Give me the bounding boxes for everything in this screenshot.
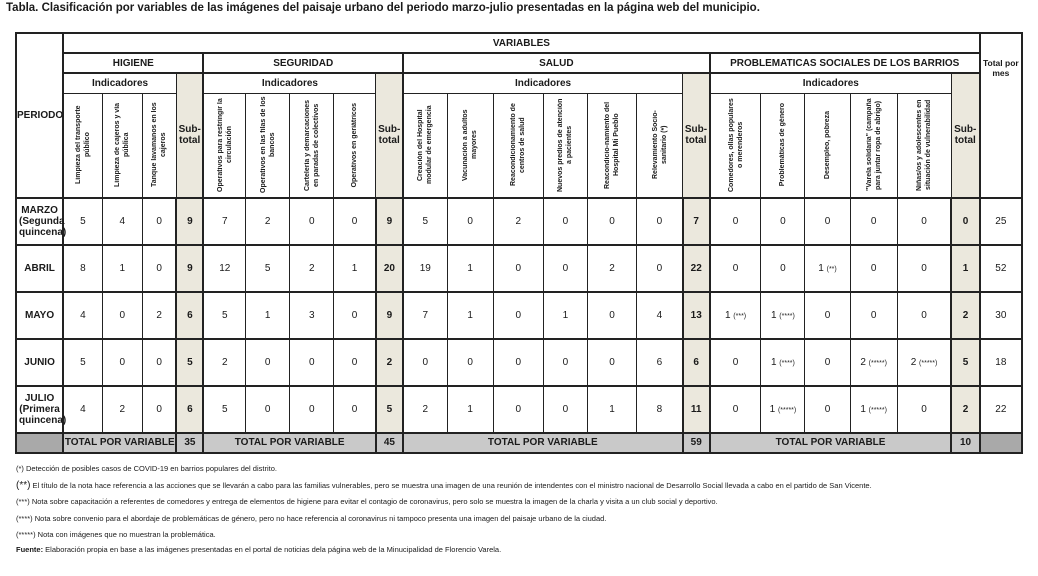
total-sociales: 10 xyxy=(951,433,979,453)
indicator-header: Reacondicionamiento de centros de salud xyxy=(493,93,543,198)
value: 0 xyxy=(732,403,739,415)
total-por-mes-cell: 18 xyxy=(980,339,1022,386)
value-cell xyxy=(710,292,761,339)
indicator-header: Niñas/os y adolescentes en situación de vulnerabilidad xyxy=(897,93,951,198)
periodo-cell: MARZO (Segunda quincena) xyxy=(16,198,63,245)
value: 0 xyxy=(921,215,927,227)
value-cell xyxy=(710,245,761,292)
value-cell: 0 xyxy=(142,386,176,433)
value-cell: 2 xyxy=(493,198,543,245)
value: 1 xyxy=(769,403,776,415)
subtotal-cell: 9 xyxy=(176,245,203,292)
value-cell: 0 xyxy=(142,198,176,245)
total-por-mes-header: Total por mes xyxy=(980,33,1022,198)
value-cell: 0 xyxy=(142,339,176,386)
indicator-header: Problemáticas de género xyxy=(761,93,805,198)
value-cell: 2 xyxy=(203,339,245,386)
value-cell: 0 xyxy=(102,339,142,386)
table-row xyxy=(16,292,1022,339)
value: 2 xyxy=(910,356,917,368)
value-cell: 1 xyxy=(447,386,493,433)
value-cell: 0 xyxy=(543,245,587,292)
variables-header: VARIABLES xyxy=(63,33,980,53)
subtotal-cell: 22 xyxy=(683,245,710,292)
footnote: (****) Nota sobre convenio para el abordaje de problemáticas de género, pero no hace referencia al coronavirus ni tampoco presenta una imagen del paisaje urbano de la ciudad. xyxy=(16,513,607,523)
value: 1 xyxy=(770,309,777,321)
source-note: Fuente: Elaboración propia en base a las imágenes presentadas en el portal de noticias dela página web de la Minucipalidad de Florencio Varela. xyxy=(16,545,502,554)
indicator-header: Limpieza del transporte público xyxy=(63,93,102,198)
total-por-mes-cell: 52 xyxy=(980,245,1022,292)
value-cell: 0 xyxy=(543,386,587,433)
value-cell: 0 xyxy=(493,292,543,339)
subtotal-cell: 2 xyxy=(376,339,403,386)
total-label-salud: TOTAL POR VARIABLE xyxy=(403,433,683,453)
category-sociales: PROBLEMATICAS SOCIALES DE LOS BARRIOS xyxy=(710,53,980,73)
footnote-marker: (**) xyxy=(826,265,837,273)
value-cell: 0 xyxy=(334,292,376,339)
value: 1 xyxy=(860,403,866,415)
value-cell: 7 xyxy=(403,292,447,339)
value: 0 xyxy=(824,403,831,415)
subtotal-header-seguridad: Sub- total xyxy=(376,73,403,198)
indicator-header: Operativos en geriátricos xyxy=(334,93,376,198)
periodo-header: PERIODO xyxy=(16,33,63,198)
footnote: (*****) Nota con imágenes que no muestran la problemática. xyxy=(16,530,216,539)
subtotal-cell: 20 xyxy=(376,245,403,292)
value-cell: 7 xyxy=(203,198,245,245)
subtotal-cell: 9 xyxy=(376,292,403,339)
value-cell: 19 xyxy=(403,245,447,292)
value-cell: 5 xyxy=(63,198,102,245)
total-higiene: 35 xyxy=(176,433,203,453)
value: 1 xyxy=(818,262,824,274)
value-cell xyxy=(897,198,951,245)
subtotal-cell: 9 xyxy=(176,198,203,245)
table-row xyxy=(16,339,1022,386)
value-cell: 0 xyxy=(290,386,334,433)
total-label-higiene: TOTAL POR VARIABLE xyxy=(63,433,176,453)
table-row xyxy=(16,386,1022,433)
value: 0 xyxy=(921,403,927,415)
footnote-marker: (*****) xyxy=(919,359,938,367)
value: 0 xyxy=(824,215,831,227)
value-cell: 0 xyxy=(493,245,543,292)
value-cell xyxy=(710,386,761,433)
subtotal-cell: 5 xyxy=(951,339,979,386)
value: 0 xyxy=(732,356,739,368)
footnote-marker: (****) xyxy=(779,359,795,367)
value: 1 xyxy=(724,309,731,321)
value: 0 xyxy=(780,215,786,227)
value-cell: 2 xyxy=(142,292,176,339)
indicadores-sociales: Indicadores xyxy=(710,73,952,93)
value-cell xyxy=(850,386,897,433)
value-cell: 4 xyxy=(637,292,683,339)
value-cell: 5 xyxy=(203,292,245,339)
indicadores-seguridad: Indicadores xyxy=(203,73,375,93)
value-cell: 4 xyxy=(102,198,142,245)
value-cell: 4 xyxy=(63,386,102,433)
subtotal-header-salud: Sub- total xyxy=(683,73,710,198)
value-cell xyxy=(850,292,897,339)
value-cell xyxy=(761,292,805,339)
indicadores-salud: Indicadores xyxy=(403,73,683,93)
value-cell: 1 xyxy=(246,292,290,339)
value: 0 xyxy=(870,262,877,274)
value: 0 xyxy=(732,262,739,274)
value-cell: 0 xyxy=(290,198,334,245)
subtotal-cell: 0 xyxy=(951,198,979,245)
subtotal-cell: 6 xyxy=(683,339,710,386)
value-cell: 0 xyxy=(543,339,587,386)
totals-empty-cell xyxy=(16,433,63,453)
value: 2 xyxy=(860,356,866,368)
value-cell: 0 xyxy=(334,339,376,386)
value-cell: 0 xyxy=(403,339,447,386)
subtotal-header-sociales: Sub- total xyxy=(951,73,979,198)
indicator-header: Operativos en las filas de los bancos xyxy=(246,93,290,198)
subtotal-cell: 5 xyxy=(176,339,203,386)
value-cell: 0 xyxy=(587,198,636,245)
value-cell xyxy=(805,339,850,386)
value-cell xyxy=(805,386,850,433)
value-cell: 1 xyxy=(447,292,493,339)
value-cell xyxy=(850,245,897,292)
value-cell: 0 xyxy=(290,339,334,386)
value-cell: 2 xyxy=(403,386,447,433)
subtotal-cell: 13 xyxy=(683,292,710,339)
value-cell xyxy=(897,386,951,433)
value-cell: 3 xyxy=(290,292,334,339)
value-cell: 5 xyxy=(246,245,290,292)
value-cell: 1 xyxy=(102,245,142,292)
classification-table xyxy=(15,32,1023,454)
value-cell xyxy=(761,245,805,292)
total-por-mes-cell: 22 xyxy=(980,386,1022,433)
value-cell: 0 xyxy=(102,292,142,339)
footnote-marker: (*****) xyxy=(777,406,797,414)
indicator-header: Nuevos predios de atención a pacientes xyxy=(543,93,587,198)
value-cell: 0 xyxy=(637,245,683,292)
value: 0 xyxy=(732,215,739,227)
value-cell: 2 xyxy=(246,198,290,245)
indicator-header: Cartelería y demarcaciones en paradas de colectivos xyxy=(290,93,334,198)
subtotal-header-higiene: Sub- total xyxy=(176,73,203,198)
value-cell xyxy=(805,198,850,245)
subtotal-cell: 2 xyxy=(951,292,979,339)
totals-empty-end xyxy=(980,433,1022,453)
subtotal-cell: 2 xyxy=(951,386,979,433)
indicator-header: Limpieza de cajeros y vía pública xyxy=(102,93,142,198)
value-cell: 0 xyxy=(334,198,376,245)
value-cell: 2 xyxy=(587,245,636,292)
subtotal-cell: 6 xyxy=(176,386,203,433)
value: 0 xyxy=(824,309,831,321)
value-cell: 2 xyxy=(102,386,142,433)
table-row xyxy=(16,198,1022,245)
value-cell: 0 xyxy=(334,386,376,433)
footnotes xyxy=(16,461,872,544)
footnote-marker: (****) xyxy=(779,312,795,320)
subtotal-cell: 11 xyxy=(683,386,710,433)
value-cell: 0 xyxy=(246,339,290,386)
total-por-mes-cell: 30 xyxy=(980,292,1022,339)
footnote: (*) Detección de posibles casos de COVID-19 en barrios populares del distrito. xyxy=(16,464,277,473)
value-cell: 0 xyxy=(493,339,543,386)
indicator-header: Vacunación a adultos mayores xyxy=(447,93,493,198)
footnote: (**) El título de la nota hace referencia a las acciones que se llevarán a cabo para las familias vulnerables, pero se muestra una imagen de una reunión de intendentes con el ministro nacional de Desarrollo Social llevada a cabo en el partido de San Vicente. xyxy=(16,479,872,491)
periodo-cell: ABRIL xyxy=(16,245,63,292)
value: 0 xyxy=(870,309,877,321)
indicadores-higiene: Indicadores xyxy=(63,73,176,93)
value-cell: 5 xyxy=(203,386,245,433)
value-cell: 0 xyxy=(447,339,493,386)
value-cell: 0 xyxy=(587,339,636,386)
total-label-sociales: TOTAL POR VARIABLE xyxy=(710,433,952,453)
value-cell xyxy=(710,198,761,245)
value-cell xyxy=(897,292,951,339)
value-cell xyxy=(897,339,951,386)
value-cell: 12 xyxy=(203,245,245,292)
category-higiene: HIGIENE xyxy=(63,53,203,73)
value-cell: 1 xyxy=(447,245,493,292)
category-salud: SALUD xyxy=(403,53,710,73)
indicator-header: Reacondicio-namiento del Hospital Mi Pueblo xyxy=(587,93,636,198)
value-cell: 0 xyxy=(142,245,176,292)
value-cell: 1 xyxy=(587,386,636,433)
value-cell: 8 xyxy=(637,386,683,433)
value-cell xyxy=(761,339,805,386)
periodo-cell: JULIO (Primera quincena) xyxy=(16,386,63,433)
value: 0 xyxy=(870,215,877,227)
periodo-cell: MAYO xyxy=(16,292,63,339)
subtotal-cell: 1 xyxy=(951,245,979,292)
indicator-header: Creación del Hospital modular de emergencia xyxy=(403,93,447,198)
value: 0 xyxy=(921,309,927,321)
value-cell: 0 xyxy=(587,292,636,339)
value: 1 xyxy=(770,356,777,368)
value-cell xyxy=(761,198,805,245)
indicator-header: "Varela solidaria" (campaña para juntar ropa de abrigo) xyxy=(850,93,897,198)
value-cell: 0 xyxy=(447,198,493,245)
value: 0 xyxy=(921,262,927,274)
total-label-seguridad: TOTAL POR VARIABLE xyxy=(203,433,375,453)
subtotal-cell: 9 xyxy=(376,198,403,245)
total-salud: 59 xyxy=(683,433,710,453)
total-seguridad: 45 xyxy=(376,433,403,453)
value-cell: 0 xyxy=(246,386,290,433)
category-seguridad: SEGURIDAD xyxy=(203,53,403,73)
value-cell xyxy=(805,292,850,339)
value-cell: 4 xyxy=(63,292,102,339)
value-cell xyxy=(897,245,951,292)
indicator-header: Relevamiento Socio-sanitario (*) xyxy=(637,93,683,198)
indicator-header: Desempleo, pobreza xyxy=(805,93,850,198)
value-cell: 0 xyxy=(493,386,543,433)
indicator-header: Comedores, ollas populares o merenderos xyxy=(710,93,761,198)
value-cell: 1 xyxy=(543,292,587,339)
table-title: Tabla. Clasificación por variables de las imágenes del paisaje urbano del periodo marzo-julio presentadas en la página web del municipio. xyxy=(6,2,760,14)
value-cell: 0 xyxy=(543,198,587,245)
indicator-header: Tanque lavamanos en los cajeros xyxy=(142,93,176,198)
totals-row xyxy=(16,433,1022,453)
subtotal-cell: 7 xyxy=(683,198,710,245)
footnote-marker: (*****) xyxy=(868,359,887,367)
footnote-marker: (***) xyxy=(733,312,747,320)
value-cell: 1 xyxy=(334,245,376,292)
value-cell xyxy=(761,386,805,433)
value-cell: 6 xyxy=(637,339,683,386)
value-cell xyxy=(850,198,897,245)
table-row xyxy=(16,245,1022,292)
value-cell xyxy=(710,339,761,386)
footnote-marker: (*****) xyxy=(868,406,887,414)
value-cell: 0 xyxy=(637,198,683,245)
value: 0 xyxy=(824,356,831,368)
value-cell: 2 xyxy=(290,245,334,292)
value-cell: 5 xyxy=(63,339,102,386)
indicator-header: Operativos para restringir la circulación xyxy=(203,93,245,198)
value-cell: 5 xyxy=(403,198,447,245)
subtotal-cell: 6 xyxy=(176,292,203,339)
value-cell xyxy=(850,339,897,386)
value-cell xyxy=(805,245,850,292)
total-por-mes-cell: 25 xyxy=(980,198,1022,245)
footnote: (***) Nota sobre capacitación a referentes de comedores y entrega de elementos de higiene para evitar el contagio de coronavirus, pero solo se muestra la imagen de la charla y visita a un club social y deportivo. xyxy=(16,497,718,506)
subtotal-cell: 5 xyxy=(376,386,403,433)
value: 0 xyxy=(780,262,786,274)
periodo-cell: JUNIO xyxy=(16,339,63,386)
value-cell: 8 xyxy=(63,245,102,292)
